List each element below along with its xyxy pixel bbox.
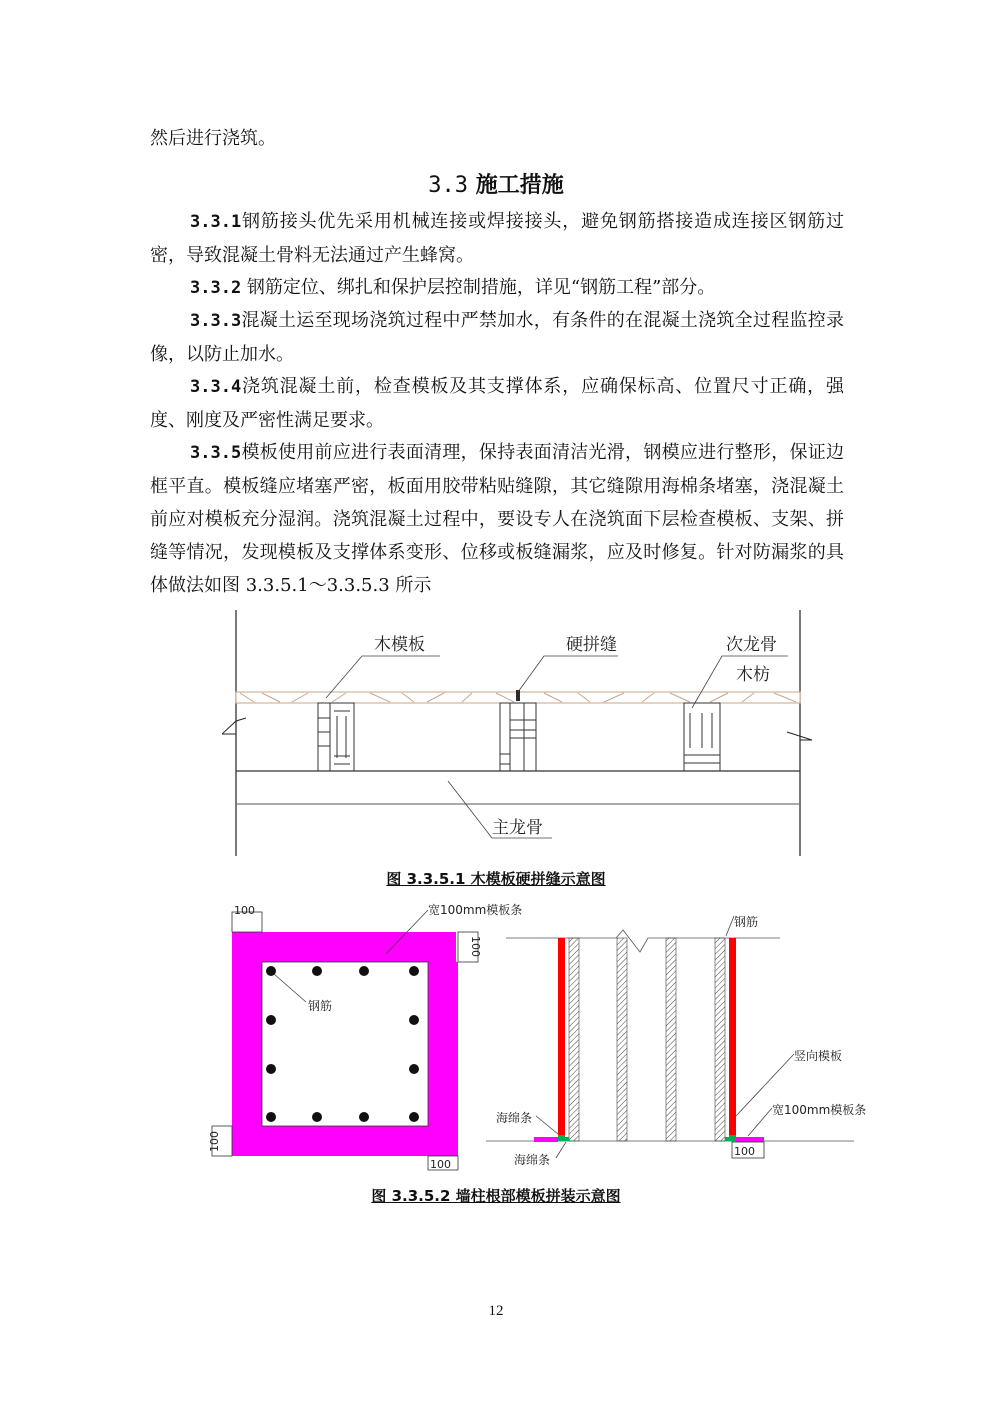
column-plan <box>208 902 522 1171</box>
label-wood-batten: 木枋 <box>736 665 770 685</box>
label-strip-plan: 宽100mm模板条 <box>428 903 523 917</box>
label-hard-joint: 硬拼缝 <box>566 635 617 655</box>
figure-caption-2 <box>0 1185 992 1206</box>
clause-number: 3.3.5 <box>190 443 242 463</box>
svg-text:100: 100 <box>430 1158 451 1171</box>
wall-section <box>486 915 866 1167</box>
clause-3-3-3 <box>150 304 844 371</box>
clause-number: 3.3.2 <box>190 278 242 298</box>
caption-text: 图 3.3.5.2 墙柱根部模板拼装示意图 <box>371 1187 621 1205</box>
clause-3-3-2 <box>150 271 844 305</box>
label-rebar-section: 钢筋 <box>734 915 759 929</box>
label-main-joist: 主龙骨 <box>492 818 543 838</box>
svg-text:100: 100 <box>734 1145 755 1158</box>
section-title: 施工措施 <box>475 173 564 198</box>
clause-3-3-1 <box>150 205 844 272</box>
clause-3-3-5 <box>150 436 844 602</box>
clause-text: 混凝土运至现场浇筑过程中严禁加水，有条件的在混凝土浇筑全过程监控录像，以防止加水。 <box>150 310 844 365</box>
label-secondary-joist: 次龙骨 <box>726 635 777 655</box>
break-mark-icon <box>222 721 236 734</box>
figure-caption-1 <box>0 868 992 889</box>
caption-text: 图 3.3.5.1 木模板硬拼缝示意图 <box>386 870 606 888</box>
figure-wall-column-base-formwork <box>196 896 876 1176</box>
svg-text:100: 100 <box>234 904 255 917</box>
clause-text: 钢筋定位、绑扎和保护层控制措施，详见“钢筋工程”部分。 <box>241 277 716 298</box>
svg-text:100: 100 <box>469 936 482 957</box>
label-sponge-2: 海绵条 <box>514 1153 551 1167</box>
section-heading <box>0 168 992 199</box>
continuation-paragraph: 然后进行浇筑。 <box>150 128 276 149</box>
label-sponge-1: 海绵条 <box>496 1111 533 1125</box>
label-strip-section: 宽100mm模板条 <box>772 1103 867 1117</box>
clause-number: 3.3.3 <box>190 311 242 331</box>
section-number: 3.3 <box>428 173 469 198</box>
page-number: 12 <box>488 1303 504 1319</box>
clause-text: 浇筑混凝土前，检查模板及其支撑体系，应确保标高、位置尺寸正确，强度、刚度及严密性满足要求。 <box>150 376 844 431</box>
label-rebar-plan: 钢筋 <box>308 999 333 1013</box>
svg-text:100: 100 <box>208 1131 221 1152</box>
figure-wood-formwork-hard-joint <box>222 608 812 858</box>
label-vertical-formwork: 竖向模板 <box>794 1049 843 1063</box>
clause-number: 3.3.1 <box>190 212 242 232</box>
label-wood-formwork: 木模板 <box>374 635 425 655</box>
clause-text: 模板使用前应进行表面清理，保持表面清洁光滑，钢模应进行整形，保证边框平直。模板缝应堵塞严密，板面用胶带粘贴缝隙，其它缝隙用海棉条堵塞，浇混凝土前应对模板充分湿润。浇筑混凝土过程中，要设专人在浇筑面下层检查模板、支架、拼缝等情况，发现模板及支撑体系变形、位移或板缝漏浆，应及时修复。针对防漏浆的具体做法如图 3.3.5.1～3.3.5.3 所示 <box>150 442 844 596</box>
clause-number: 3.3.4 <box>190 377 242 397</box>
clause-3-3-4 <box>150 370 844 437</box>
clause-text: 钢筋接头优先采用机械连接或焊接接头，避免钢筋搭接造成连接区钢筋过密，导致混凝土骨料无法通过产生蜂窝。 <box>150 211 844 266</box>
